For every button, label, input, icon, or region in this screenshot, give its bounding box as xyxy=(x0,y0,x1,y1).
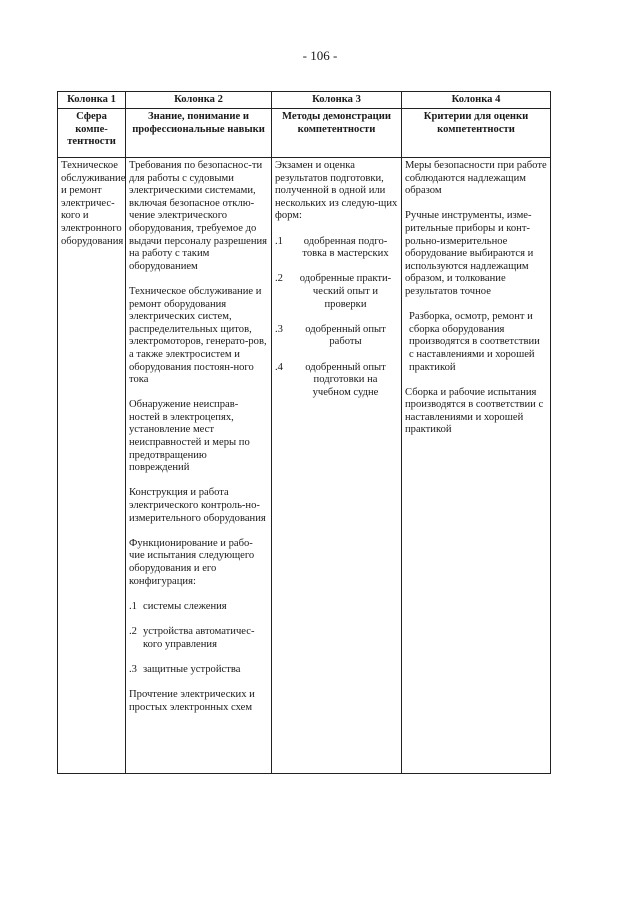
header-evaluation-criteria: Критерии для оценки компетентности xyxy=(402,109,551,158)
item-text: защитные устройства xyxy=(143,663,241,675)
item-text: системы слежения xyxy=(143,600,227,612)
item-text: одобренный опыт работы xyxy=(305,323,386,348)
header-knowledge: Знание, понимание и профессиональные навыки xyxy=(126,109,272,158)
column-number-row xyxy=(58,92,551,109)
content-row xyxy=(58,158,551,774)
method-list-item xyxy=(275,362,398,400)
column-1-label: Колонка 1 xyxy=(58,92,126,109)
item-number: .2 xyxy=(129,625,137,637)
criteria-paragraph: Сборка и рабочие испытания производятся в соответствии с наставлениями и хорошей практикой xyxy=(405,386,544,436)
knowledge-paragraph: Конструкция и работа электрического контроль-но-измерительного оборудования xyxy=(129,487,266,524)
item-number: .4 xyxy=(275,361,283,373)
column-2-label: Колонка 2 xyxy=(126,92,272,109)
criteria-paragraph: Разборка, осмотр, ремонт и сборка оборудования производятся в соответствии с наставлениями и хорошей практикой xyxy=(409,311,540,373)
item-text: одобренные практи-ческий опыт и проверки xyxy=(299,273,392,310)
criteria-paragraph: Меры безопасности при работе соблюдаются надлежащим образом xyxy=(405,160,547,197)
header-competence-area: Сфера компе-тентности xyxy=(58,109,126,158)
item-number: .1 xyxy=(129,600,137,612)
knowledge-paragraph: Обнаружение неисправ-ностей в электроцепях, установление мест неисправностей и меры по предотвращению повреждений xyxy=(129,399,250,474)
demonstration-methods-cell xyxy=(272,158,402,774)
method-list-item xyxy=(275,236,398,261)
methods-intro: Экзамен и оценка результатов подготовки, полученной в одной или нескольких из следую-щих форм: xyxy=(275,160,398,222)
item-number: .3 xyxy=(275,323,283,335)
page-number: - 106 - xyxy=(302,48,338,63)
item-number: .1 xyxy=(275,235,283,247)
knowledge-list-item xyxy=(129,601,268,614)
header-demonstration-methods: Методы демонстрации компетентности xyxy=(272,109,402,158)
column-3-label: Колонка 3 xyxy=(272,92,402,109)
knowledge-paragraph: Функционирование и рабо-чие испытания следующего оборудования и его конфигурация: xyxy=(129,537,255,587)
competence-area-cell xyxy=(58,158,126,774)
method-list-item xyxy=(275,273,398,311)
knowledge-paragraph: Прочтение электрических и простых электронных схем xyxy=(129,688,255,713)
header-row xyxy=(58,109,551,158)
method-list-item xyxy=(275,324,398,349)
competence-area-text: Техническое обслуживание и ремонт электричес-кого и электронного оборудования xyxy=(61,160,126,247)
item-text: одобренный опыт подготовки на учебном судне xyxy=(305,361,386,398)
knowledge-list-item xyxy=(129,626,268,651)
competence-table xyxy=(57,91,551,774)
item-number: .2 xyxy=(275,273,283,285)
criteria-paragraph: Ручные инструменты, изме-рительные приборы и конт-рольно-измерительное оборудование выбираются и используются надлежащим образом, и толкование результатов точное xyxy=(405,210,534,297)
evaluation-criteria-cell xyxy=(402,158,551,774)
item-text: устройства автоматичес-кого управления xyxy=(143,625,255,650)
knowledge-paragraph: Техническое обслуживание и ремонт оборудования электрических систем, распределительных щитов, электромоторов, генерато-ров, а также электросистем и оборудования постоян-ного тока xyxy=(129,285,267,386)
item-number: .3 xyxy=(129,663,137,675)
knowledge-paragraph: Требования по безопаснос-ти для работы с судовыми электрическими системами, включая безопасное отклю-чение электрического оборудования, требуемое до выдачи персоналу разрешения на работу с таким оборудованием xyxy=(129,160,268,272)
item-text: одобренная подго-товка в мастерских xyxy=(302,235,389,260)
knowledge-list-item xyxy=(129,664,268,677)
knowledge-cell xyxy=(126,158,272,774)
column-4-label: Колонка 4 xyxy=(402,92,551,109)
